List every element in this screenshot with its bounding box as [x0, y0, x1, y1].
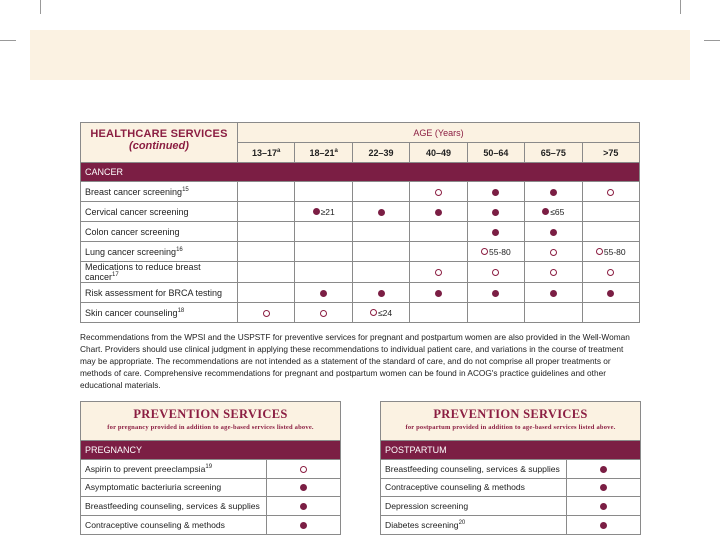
- recommendation-cell: [295, 182, 352, 202]
- crop-mark: [680, 0, 681, 14]
- footnote-ref: 19: [205, 463, 213, 470]
- table-row: [81, 283, 640, 303]
- filled-circle-icon: [320, 290, 327, 297]
- filled-circle-icon: [550, 290, 557, 297]
- header-band: [30, 30, 690, 80]
- filled-circle-icon: [542, 208, 549, 215]
- recommendation-cell: [295, 242, 352, 262]
- recommendation-cell: [467, 182, 524, 202]
- filled-circle-icon: [313, 208, 320, 215]
- recommendation-cell: [410, 242, 467, 262]
- open-circle-icon: [607, 269, 614, 276]
- table-subtitle: (continued): [129, 140, 189, 152]
- recommendation-cell: [238, 262, 295, 283]
- recommendation-cell: [582, 262, 639, 283]
- table-row: [81, 478, 340, 497]
- table-row: [81, 182, 640, 202]
- recommendation-cell: [352, 182, 409, 202]
- table-row: [81, 515, 340, 534]
- table-row: [81, 202, 640, 222]
- cancer-rows: [81, 182, 640, 323]
- recommendation-cell: [525, 222, 582, 242]
- filled-circle-icon: [492, 290, 499, 297]
- recommendation-cell: [525, 202, 582, 222]
- crop-mark: [704, 40, 720, 41]
- recommendation-cell: [352, 202, 409, 222]
- filled-circle-icon: [492, 189, 499, 196]
- section-postpartum: POSTPARTUM: [381, 440, 640, 459]
- age-range: 40–49: [425, 147, 451, 158]
- table-title-cell: [81, 123, 238, 163]
- row-label: Contraceptive counseling & methods: [385, 482, 525, 493]
- age-column-header: [467, 143, 524, 163]
- recommendation-cell: [467, 202, 524, 222]
- open-circle-icon: [607, 189, 614, 196]
- service-name-cell: [381, 497, 566, 516]
- row-label: Asymptomatic bacteriuria screening: [85, 482, 222, 493]
- recommendation-cell: [525, 182, 582, 202]
- recommendation-cell: [410, 303, 467, 323]
- recommendation-cell: [467, 242, 524, 262]
- service-name-cell: [81, 460, 266, 479]
- service-name-cell: [381, 460, 566, 479]
- recommendation-cell: [410, 222, 467, 242]
- service-name-cell: [81, 497, 266, 516]
- pregnancy-rows: [81, 460, 340, 534]
- row-label: Colon cancer screening: [85, 226, 180, 237]
- recommendation-cell: [295, 262, 352, 283]
- open-circle-icon: [300, 466, 307, 473]
- recommendation-cell: [566, 515, 640, 534]
- open-circle-icon: [263, 310, 270, 317]
- row-label: Breastfeeding counseling, services & supplies: [85, 500, 260, 511]
- pregnancy-prevention-box: [80, 401, 341, 535]
- age-column-header: [238, 143, 295, 163]
- table-row: [81, 303, 640, 323]
- table-row: [81, 497, 340, 516]
- recommendation-cell: [266, 478, 340, 497]
- recommendation-cell: [238, 222, 295, 242]
- recommendation-cell: [266, 497, 340, 516]
- section-pregnancy: PREGNANCY: [81, 440, 340, 459]
- recommendation-cell: [582, 202, 639, 222]
- pregnancy-box-title: PREVENTION SERVICES: [133, 407, 288, 421]
- row-label: Depression screening: [385, 500, 469, 511]
- recommendation-cell: [352, 283, 409, 303]
- recommendation-cell: [582, 303, 639, 323]
- service-name-cell: [81, 242, 238, 262]
- recommendation-cell: [295, 303, 352, 323]
- table-row: [381, 460, 640, 479]
- postpartum-box-title: PREVENTION SERVICES: [433, 407, 588, 421]
- footnote-ref: 17: [112, 272, 119, 278]
- recommendation-cell: [238, 202, 295, 222]
- filled-circle-icon: [492, 229, 499, 236]
- filled-circle-icon: [300, 484, 307, 491]
- recommendations-paragraph: Recommendations from the WPSI and the USPSTF for preventive services for pregnant and postpartum women are also provided in the Well-Woman Chart. Providers should use clinical judgment in applying these recommendations to individual patient care, and variations in the course of treatment may be appropriate. The recommendations are not intended as a statement of the standard of care, and do not comprise all proper treatments or methods of care. Comprehensive recommendations for pregnant and postpartum women can be found in ACOG's practice guidelines and other educational materials.: [80, 332, 630, 391]
- recommendation-cell: [525, 283, 582, 303]
- recommendation-cell: [410, 182, 467, 202]
- age-range: 13–17: [252, 147, 278, 158]
- age-range: 18–21: [309, 147, 335, 158]
- age-range: 65–75: [540, 147, 566, 158]
- table-row: [81, 242, 640, 262]
- filled-circle-icon: [300, 522, 307, 529]
- recommendation-cell: [467, 283, 524, 303]
- recommendation-cell: [582, 222, 639, 242]
- service-name-cell: [381, 478, 566, 497]
- footnote-ref: 16: [176, 246, 183, 253]
- crop-mark: [40, 0, 41, 14]
- recommendation-cell: [566, 460, 640, 479]
- crop-mark: [0, 40, 16, 41]
- service-name-cell: [381, 515, 566, 534]
- footnote-ref: a: [334, 147, 338, 154]
- recommendation-cell: [352, 242, 409, 262]
- recommendation-cell: [238, 303, 295, 323]
- filled-circle-icon: [600, 503, 607, 510]
- recommendation-cell: [582, 182, 639, 202]
- recommendation-cell: [295, 283, 352, 303]
- filled-circle-icon: [378, 290, 385, 297]
- filled-circle-icon: [550, 229, 557, 236]
- pregnancy-box-header: [81, 402, 340, 440]
- filled-circle-icon: [435, 290, 442, 297]
- recommendation-cell: [467, 262, 524, 283]
- age-header: AGE (Years): [238, 123, 640, 143]
- table-row: [81, 222, 640, 242]
- open-circle-icon: [435, 189, 442, 196]
- filled-circle-icon: [378, 209, 385, 216]
- filled-circle-icon: [550, 189, 557, 196]
- open-circle-icon: [370, 309, 377, 316]
- table-row: [81, 460, 340, 479]
- row-label: Medications to reduce breast cancer: [85, 262, 201, 282]
- age-range: 22–39: [368, 147, 394, 158]
- recommendation-cell: [238, 182, 295, 202]
- age-column-header: [525, 143, 582, 163]
- filled-circle-icon: [300, 503, 307, 510]
- filled-circle-icon: [435, 209, 442, 216]
- age-qualifier: 55-80: [489, 246, 511, 257]
- healthcare-services-table: [80, 122, 640, 323]
- open-circle-icon: [596, 248, 603, 255]
- recommendation-cell: [410, 262, 467, 283]
- footnote-ref: 15: [182, 186, 189, 193]
- footnote-ref: 20: [458, 519, 466, 526]
- filled-circle-icon: [492, 209, 499, 216]
- age-column-header: [582, 143, 639, 163]
- table-row: [381, 515, 640, 534]
- recommendation-cell: [266, 515, 340, 534]
- row-label: Diabetes screening: [385, 519, 459, 530]
- row-label: Cervical cancer screening: [85, 206, 189, 217]
- filled-circle-icon: [600, 484, 607, 491]
- row-label: Contraceptive counseling & methods: [85, 519, 225, 530]
- open-circle-icon: [550, 269, 557, 276]
- recommendation-cell: [566, 478, 640, 497]
- open-circle-icon: [492, 269, 499, 276]
- service-name-cell: [81, 182, 238, 202]
- service-name-cell: [81, 478, 266, 497]
- table-row: [381, 497, 640, 516]
- row-label: Risk assessment for BRCA testing: [85, 287, 223, 298]
- service-name-cell: [81, 262, 238, 283]
- age-column-header: [410, 143, 467, 163]
- recommendation-cell: [525, 303, 582, 323]
- age-qualifier: 55-80: [603, 246, 626, 257]
- recommendation-cell: [467, 303, 524, 323]
- recommendation-cell: [467, 222, 524, 242]
- recommendation-cell: [352, 303, 409, 323]
- recommendation-cell: [352, 222, 409, 242]
- open-circle-icon: [481, 248, 488, 255]
- recommendation-cell: [525, 262, 582, 283]
- row-label: Aspirin to prevent preeclampsia: [85, 463, 206, 474]
- table-title: HEALTHCARE SERVICES: [90, 128, 228, 140]
- row-label: Lung cancer screening: [85, 246, 177, 257]
- recommendation-cell: [266, 460, 340, 479]
- postpartum-box-header: [381, 402, 640, 440]
- table-row: [81, 262, 640, 283]
- filled-circle-icon: [600, 522, 607, 529]
- age-range: 50–64: [483, 147, 509, 158]
- table-row: [381, 478, 640, 497]
- service-name-cell: [81, 303, 238, 323]
- recommendation-cell: [582, 283, 639, 303]
- row-label: Breast cancer screening: [85, 186, 183, 197]
- recommendation-cell: [582, 242, 639, 262]
- footnote-ref: a: [277, 147, 281, 154]
- recommendation-cell: [238, 283, 295, 303]
- age-range: >75: [603, 147, 619, 158]
- service-name-cell: [81, 222, 238, 242]
- open-circle-icon: [550, 249, 557, 256]
- row-label: Skin cancer counseling: [85, 307, 178, 318]
- recommendation-cell: [238, 242, 295, 262]
- pregnancy-box-subtitle: for pregnancy provided in addition to age-based services listed above.: [107, 424, 314, 431]
- age-qualifier: ≤65: [550, 206, 565, 217]
- recommendation-cell: [410, 283, 467, 303]
- postpartum-box-subtitle: for postpartum provided in addition to age-based services listed above.: [405, 424, 616, 431]
- postpartum-prevention-box: [380, 401, 641, 535]
- recommendation-cell: [352, 262, 409, 283]
- section-cancer: CANCER: [81, 163, 640, 182]
- service-name-cell: [81, 202, 238, 222]
- footnote-ref: 18: [177, 307, 185, 314]
- service-name-cell: [81, 283, 238, 303]
- open-circle-icon: [320, 310, 327, 317]
- age-column-header: [295, 143, 352, 163]
- age-qualifier: ≤24: [377, 307, 393, 318]
- recommendation-cell: [566, 497, 640, 516]
- open-circle-icon: [435, 269, 442, 276]
- recommendation-cell: [525, 242, 582, 262]
- recommendation-cell: [410, 202, 467, 222]
- filled-circle-icon: [607, 290, 614, 297]
- age-column-header: [352, 143, 409, 163]
- recommendation-cell: [295, 222, 352, 242]
- row-label: Breastfeeding counseling, services & supplies: [385, 463, 560, 474]
- postpartum-rows: [381, 460, 640, 534]
- filled-circle-icon: [600, 466, 607, 473]
- age-qualifier: ≥21: [320, 206, 335, 217]
- service-name-cell: [81, 515, 266, 534]
- recommendation-cell: [295, 202, 352, 222]
